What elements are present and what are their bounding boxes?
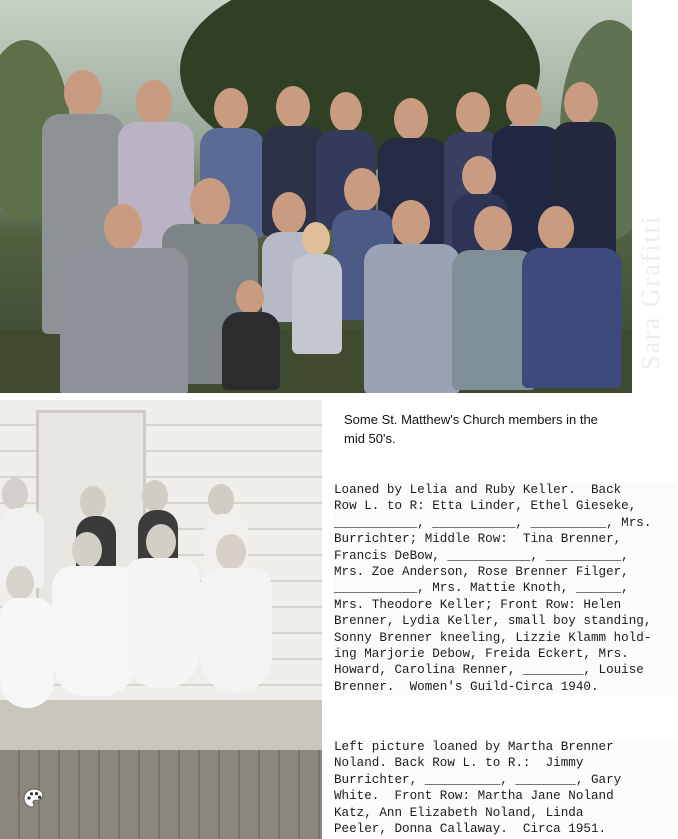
- children-photo: [0, 400, 322, 839]
- children-photo-credit: Left picture loaned by Martha Brenner Noland. Back Row L. to R.: Jimmy Burrichter, __________, ________, Gary White. Front Row: Martha Jane Noland Katz, Ann Elizabeth Noland, Linda Peeler, Donna Callaway. Circa 1951.: [334, 739, 678, 837]
- palette-icon[interactable]: [22, 787, 46, 811]
- caption-line-1: Some St. Matthew's Church members in the: [344, 412, 598, 427]
- brick-ground: [0, 750, 322, 839]
- church-step: [0, 700, 322, 750]
- women-guild-photo: [0, 0, 632, 393]
- guild-photo-credit: Loaned by Lelia and Ruby Keller. Back Row L. to R: Etta Linder, Ethel Gieseke, ___________, ___________, __________, Mrs. Burrichter; Middle Row: Tina Brenner, Francis DeBow, ___________, __________, Mrs. Zoe Anderson, Rose Brenner Filger, ___________, Mrs. Mattie Knoth, ______, Mrs. Theodore Keller; Front Row: Helen Brenner, Lydia Keller, small boy standing, Sonny Brenner kneeling, Lizzie Klamm hold- ing Marjorie Debow, Freida Eckert, Mrs. Howard, Carolina Renner, ________, Louise Brenner. Women's Guild-Circa 1940.: [334, 482, 678, 695]
- caption-line-2: mid 50's.: [344, 431, 396, 446]
- photo-caption: [344, 410, 664, 448]
- faint-watermark: Sara Grafitti: [636, 214, 665, 370]
